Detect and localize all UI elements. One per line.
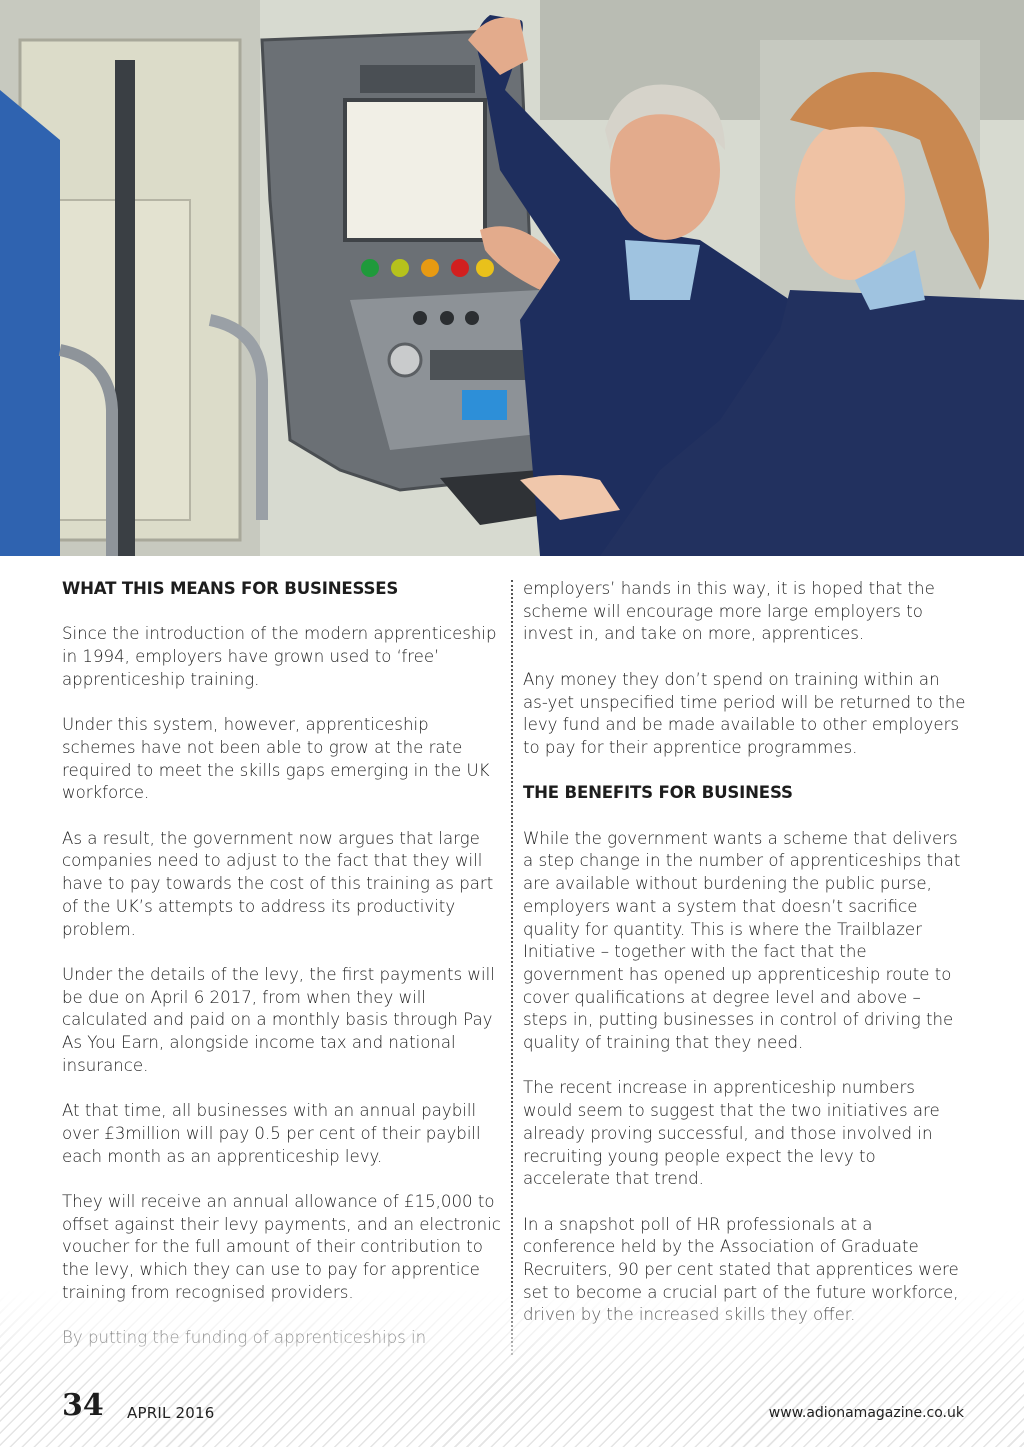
article-photo — [0, 0, 1024, 556]
column-divider — [511, 580, 513, 1355]
issue-date: APRIL 2016 — [127, 1404, 215, 1422]
section-heading-benefits: THE BENEFITS FOR BUSINESS — [523, 783, 793, 803]
section-heading-what-this-means: WHAT THIS MEANS FOR BUSINESSES — [62, 579, 399, 598]
paragraph: Under the details of the levy, the first payments will be due on April 6 2017, from when they will calculated and paid on a monthly basis through Pay As You Earn, alongside income tax and national insurance. — [62, 964, 495, 1075]
page-number: 34 — [62, 1388, 104, 1423]
paragraph: They will receive an annual allowance of £15,000 to offset against their levy payments, and an electronic voucher for the full amount of their contribution to the levy, which they can use to pay for apprentice — [62, 1191, 501, 1279]
paragraph: At that time, all businesses with an annual paybill over £3million will pay 0.5 per cent of their paybill each month as an apprenticeship levy. — [62, 1101, 481, 1166]
right-column — [523, 578, 968, 1350]
footer-hatch-pattern — [0, 1290, 1024, 1447]
paragraph: While the government wants a scheme that delivers a step change in the number of apprenticeships that are available without burdening the public purse, employers want a system that doesn’t sacrifice quality for quantity. This is where the Trailblazer Initiative – together with the fact that the government has opened up apprenticeship route to cover qualifications at degree level and above – steps in, putting businesses in control of driving the quality of training that they need. — [523, 828, 961, 1053]
workshop-photo-illustration — [0, 0, 1024, 556]
paragraph: In a snapshot poll of HR professionals at a conference held by the Association of Graduate Recruiters, 90 per cent stated that apprentices were — [523, 1214, 959, 1280]
paragraph: employers’ hands in this way, it is hoped that the scheme will encourage more large employers to invest in, and take on more, apprentices. — [523, 579, 935, 644]
paragraph: The recent increase in apprenticeship numbers would seem to suggest that the two initiatives are already proving successful, and those involved in recruiting young people expect the levy to accelerate that trend. — [523, 1078, 940, 1189]
paragraph: Any money they don’t spend on training within an as-yet unspecified time period will be returned to the levy fund and be made available to other employers to pay for their apprentice programmes. — [523, 669, 966, 757]
paragraph: Since the introduction of the modern apprenticeship in 1994, employers have grown used to ‘free’ apprenticeship training. — [62, 624, 497, 689]
left-column — [62, 578, 507, 1372]
paragraph: Under this system, however, apprenticeship schemes have not been able to grow at the rate required to meet the skills gaps emerging in the UK workforce. — [62, 715, 490, 803]
website-url: www.adionamagazine.co.uk — [768, 1405, 964, 1421]
paragraph: As a result, the government now argues that large companies need to adjust to the fact that they will have to pay towards the cost of this training as part of the UK’s attempts to address its productivity problem. — [62, 828, 494, 939]
